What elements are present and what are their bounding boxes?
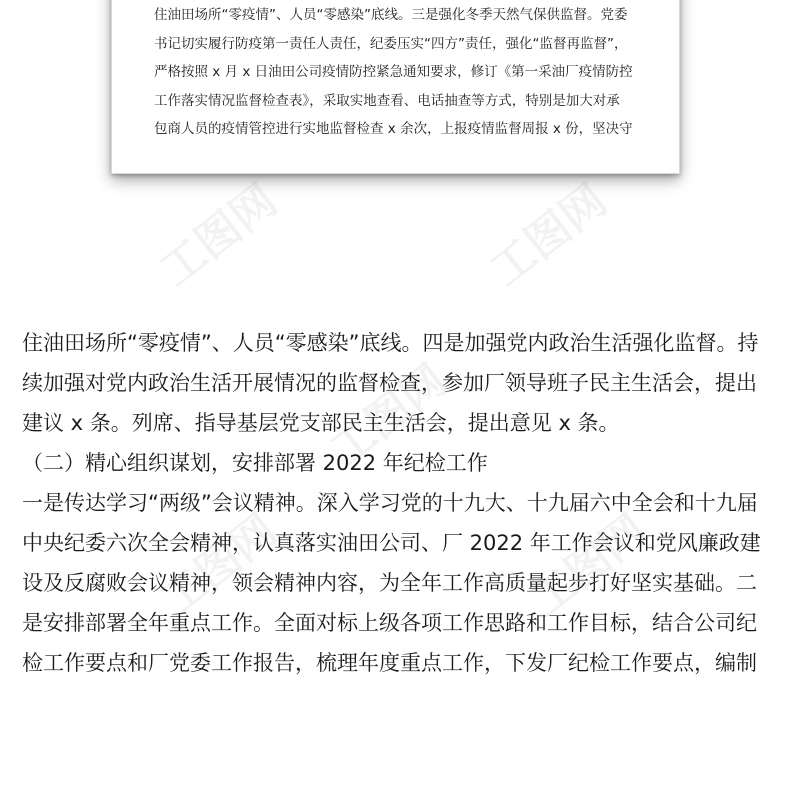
paragraph-line: 设及反腐败会议精神，领会精神内容，为全年工作高质量起步打好坚实基础。二	[22, 571, 757, 595]
section-heading: （二）精心组织谋划，安排部署 2022 年纪检工作	[22, 451, 488, 475]
watermark: 工图网	[481, 174, 617, 297]
watermark: 工图网	[321, 354, 457, 477]
paragraph-line: 检工作要点和厂党委工作报告，梳理年度重点工作，下发厂纪检工作要点，编制	[22, 651, 757, 675]
preview-line: 住油田场所“零疫情”、人员“零感染”底线。三是强化冬季天然气保供监督。党委	[154, 7, 628, 23]
preview-line: 严格按照 x 月 x 日油田公司疫情防控紧急通知要求，修订《第一采油厂疫情防控	[154, 64, 633, 80]
paragraph-line: 中央纪委六次全会精神，认真落实油田公司、厂 2022 年工作会议和党风廉政建	[22, 531, 761, 555]
paragraph-line: 一是传达学习“两级”会议精神。深入学习党的十九大、十九届六中全会和十九届	[22, 491, 758, 515]
watermark: 工图网	[151, 504, 287, 627]
preview-text-block	[154, 1, 651, 144]
paragraph-line: 建议 x 条。列席、指导基层党支部民主生活会，提出意见 x 条。	[22, 411, 620, 435]
document-preview-card	[111, 0, 680, 174]
preview-line: 工作落实情况监督检查表》，采取实地查看、电话抽查等方式，特别是加大对承	[154, 92, 620, 109]
watermark: 工图网	[151, 174, 287, 297]
preview-line: 包商人员的疫情管控进行实地监督检查 x 余次，上报疫情监督周报 x 份，坚决守	[154, 121, 633, 137]
document-body	[22, 323, 782, 683]
paragraph-line: 续加强对党内政治生活开展情况的监督检查，参加厂领导班子民主生活会，提出	[22, 371, 757, 395]
watermark: 工图网	[521, 504, 657, 627]
paragraph-line: 住油田场所“零疫情”、人员“零感染”底线。四是加强党内政治生活强化监督。持	[22, 331, 759, 355]
paragraph-line: 是安排部署全年重点工作。全面对标上级各项工作思路和工作目标，结合公司纪	[22, 611, 757, 635]
preview-line: 书记切实履行防疫第一责任人责任，纪委压实“四方”责任，强化“监督再监督”，	[154, 35, 628, 52]
